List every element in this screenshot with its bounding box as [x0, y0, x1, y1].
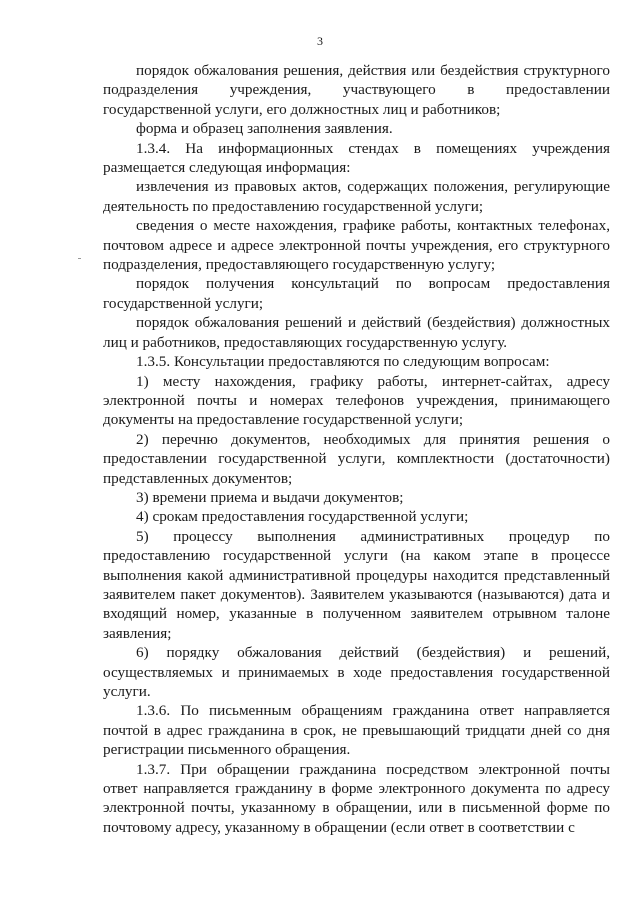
document-body — [103, 61, 610, 837]
paragraph-1-3-7: 1.3.7. При обращении гражданина посредством электронной почты ответ направляется гражданину в форме электронного документа по адресу электронной почты, указанному в обращении, или в письменной форме по почтовому адресу, указанному в обращении (если ответ в соответствии с — [103, 760, 610, 836]
paragraph-legal-extracts: извлечения из правовых актов, содержащих положения, регулирующие деятельность по предоставлению государственной услуги; — [103, 178, 610, 215]
paragraph-appeal-procedure: порядок обжалования решения, действия или бездействия структурного подразделения учреждения, участвующего в предоставлении государственной услуги, его должностных лиц и работников; — [103, 62, 610, 118]
list-item-3: 3) времени приема и выдачи документов; — [136, 488, 404, 506]
list-item-6: 6) порядку обжалования действий (бездействия) и решений, осуществляемых и принимаемых в ходе предоставления государственной услуги. — [103, 644, 610, 700]
paragraph-consultation-procedure: порядок получения консультаций по вопросам предоставления государственной услуги; — [103, 275, 610, 312]
list-item-5: 5) процессу выполнения административных процедур по предоставлению государственной услуги (на каком этапе в процессе выполнения какой административной процедуры находится представленный заявителем пакет документов). Заявителем указываются (называются) дата и входящий номер, указанные в полученном заявителем отрывном талоне заявления; — [103, 527, 610, 642]
paragraph-location-info: сведения о месте нахождения, графике работы, контактных телефонах, почтовом адресе и адресе электронной почты учреждения, его структурного подразделения, предоставляющего государственную услугу; — [103, 217, 610, 274]
list-item-2: 2) перечню документов, необходимых для принятия решения о предоставлении государственной услуги, комплектности (достаточности) представленных документов; — [103, 430, 610, 487]
paragraph-1-3-5: 1.3.5. Консультации предоставляются по следующим вопросам: — [136, 353, 550, 371]
paragraph-appeal-decisions: порядок обжалования решений и действий (бездействия) должностных лиц и работников, предоставляющих государственную услугу. — [103, 314, 610, 351]
list-item-1: 1) месту нахождения, графику работы, интернет-сайтах, адресу электронной почты и номерах телефонов учреждения, принимающего документы на предоставление государственной услуги; — [103, 372, 610, 429]
margin-mark — [78, 258, 81, 259]
paragraph-1-3-4: 1.3.4. На информационных стендах в помещениях учреждения размещается следующая информация: — [103, 139, 610, 177]
paragraph-application-form: форма и образец заполнения заявления. — [136, 120, 393, 138]
paragraph-1-3-6: 1.3.6. По письменным обращениям гражданина ответ направляется почтой в адрес гражданина в срок, не превышающий тридцати дней со дня регистрации письменного обращения. — [103, 702, 610, 759]
page-number: 3 — [317, 34, 323, 48]
list-item-4: 4) срокам предоставления государственной услуги; — [136, 508, 469, 526]
